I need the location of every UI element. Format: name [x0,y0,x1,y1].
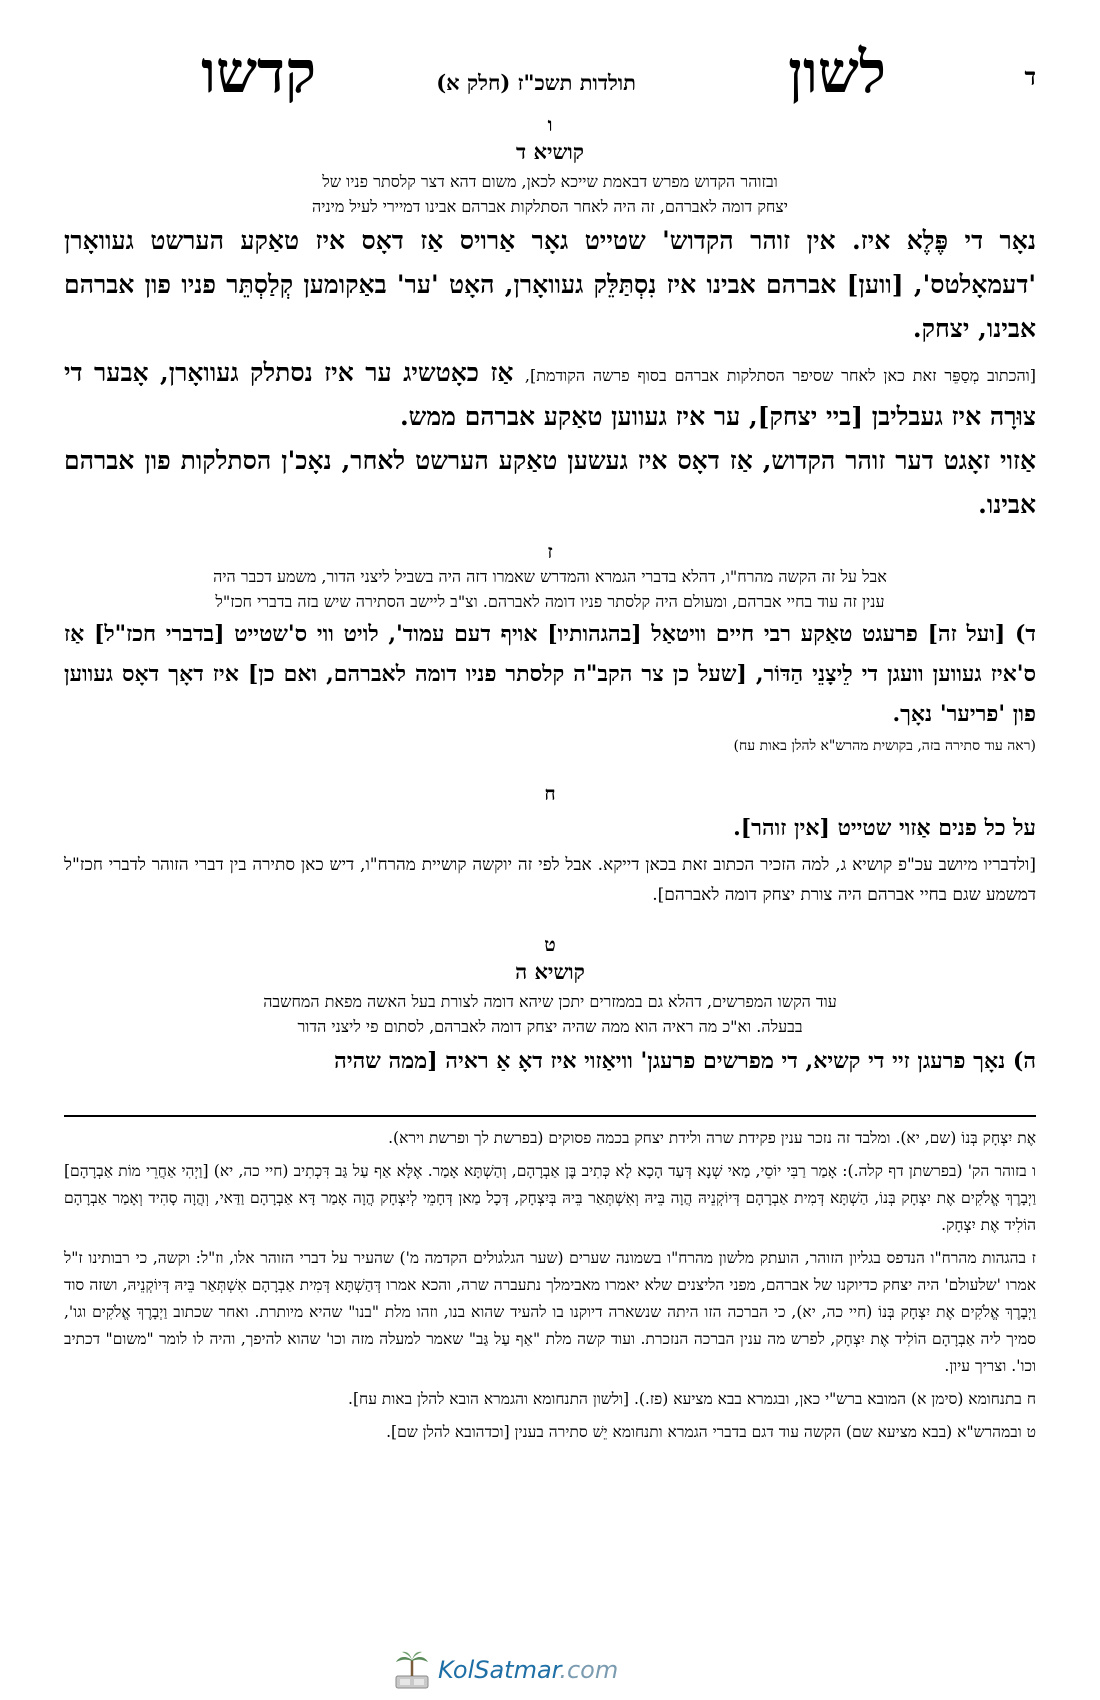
section-mark: ח [544,783,556,805]
body-paragraph: ד) [ועל זה] פרעגט טאַקע רבי חיים וויטאַל [בהגהותיו] אויף דעם עמוד', לויט ווי ס'שטייט [בדברי חכז"ל] אַז ס'איז געווען וועגן די לֵיצָנֵי הַדּוֹר, [שעל כן צר הקב"ה קלסתר פניו דומה לאברהם, ואם כן] איז דאָך דאָס געווען פון 'פריער' נאָך. [64,621,1036,727]
bracket-note: [ולדבריו מיושב עכ"פ קושיא ג, למה הזכיר הכתוב זאת בכאן דייקא. אבל לפי זה יוקשה קושיית מהרח"ו, דיש כאן סתירה בין דברי הזוהר לדברי חכז"ל דמשמע שגם בחיי אברהם היה צורת יצחק דומה לאברהם]. [64,855,1036,905]
see-also-note: (ראה עוד סתירה בזה, בקושית מהרש"א להלן באות עח) [733,738,1036,754]
section-intro-line: ובזוהר הקדוש מפרש דבאמת שייכא לכאן, משום דהא דצר קלסתר פניו של [322,172,778,191]
section-intro-line: עוד הקשו המפרשים, דהלא גם בממזרים יתכן שיהא דומה לצורת בעל האשה מפאת המחשבה [263,992,837,1011]
section-intro-line: יצחק דומה לאברהם, זה היה לאחר הסתלקות אברהם אבינו דמיירי לעיל מיניה [312,197,788,216]
header-title-word-1: לשון [788,38,886,106]
page-header [64,20,1036,110]
section-mark: ז [547,541,553,563]
section-heading: קושיא ד [516,139,584,164]
body-paragraph: על כל פנים אַזוי שטייט [אין זוהר]. [733,815,1036,841]
watermark-text: KolSatmar.com [438,1656,619,1684]
section-intro-line: ענין זה עוד בחיי אברהם, ומעולם היה קלסתר פניו דומה לאברהם. וצ"ב ליישב הסתירה שיש בזה בדברי חכז"ל [215,592,885,611]
section-vav [64,114,1036,527]
palm-tree-icon [390,1650,434,1690]
body-paragraph [64,351,1036,439]
header-subtitle: תולדות תשכ"ז (חלק א) [436,70,636,95]
inline-note: [והכתוב מְסַפֵּר זאת כאן לאחר שסיפר הסתלקות אברהם בסוף פרשה הקודמת], [524,366,1036,385]
footnote-divider [64,1115,1036,1117]
section-intro-line: בבעלה. וא"כ מה ראיה הוא ממה שהיה יצחק דומה לאברהם, לסתום פי ליצני הדור [297,1017,803,1036]
footnote: ז בהגהות מהרח"ו הנדפס בגליון הזוהר, הועתק מלשון מהרח"ו בשמונה שערים (שער הגלגולים הקדמה מ') שהעיר על דברי הזוהר אלו, וז"ל: וקשה, כי רבותינו ז"ל אמרו 'שלעולם' היה יצחק כדיוקנו של אברהם, מפני הליצנים שלא יאמרו מאבימלך נתעברה שרה, והכא אמרו דְּהַשְׁתָּא דְּמִית אַבְרָהָם אִשְׁתְּאַר בֵּיהּ דְּיוֹקְנֵיהּ, ושזה סוד וַיְבָרֶךְ אֱלֹקִים אֶת יִצְחָק בְּנוֹ (חיי כה, יא), כי הברכה הזו היתה שנשארה דיוקנו בו להעיד שהוא בנו, וזהו מלת "בנו" שהיא מיותרת. ואחר שכתוב וַיְבָרֶךְ אֱלֹקִים וגו', סמיך ליה אַבְרָהָם הוֹלִיד אֶת יִצְחָק, לפרש מה ענין הברכה הנזכרת. ועוד קשה מלת "אַף עַל גַּב" שאמר למעלה מזה וכו' שהוא להיפך, והיה לו לומר "משום" דכתיב וכו'. וצריך עיון. [64,1249,1036,1375]
section-tet [64,934,1036,1083]
section-mark: ו [547,114,553,136]
section-heading: קושיא ה [515,959,585,984]
section-chet [64,783,1036,910]
body-text: אַז כאָטשיג ער איז נסתלק געוואָרן, אָבער די צוּרָה איז געבליבן [ביי יצחק], ער איז געווען טאַקע אברהם ממש. [64,358,1036,431]
footnote: ט ובמהרש"א (בבא מציעא שם) הקשה עוד דגם בדברי הגמרא ותנחומא יֵשׁ סתירה בענין [וכדהובא להלן שם]. [386,1423,1036,1441]
footnote: ח בתנחומא (סימן א) המובא ברש"י כאן, ובגמרא בבא מציעא (פז.). [ולשון התנחומא והגמרא הובא להלן באות עח]. [348,1390,1036,1408]
body-paragraph: אַזוי זאָגט דער זוהר הקדוש, אַז דאָס איז געשען טאַקע הערשט לאחר, נאָכ'ן הסתלקות פון אברהם אבינו. [64,446,1036,519]
page-number: ד [1024,62,1036,91]
footnotes [64,1125,1036,1452]
document-page [64,20,1036,1680]
body-paragraph: ה) נאָך פרעגן זיי די קשיא, די מפרשים פרעגן' וויאַזוי איז דאָ אַ ראיה [ממה שהיה [334,1048,1036,1074]
watermark-logo [390,1648,710,1692]
section-intro-line: אבל על זה הקשה מהרח"ו, דהלא בדברי הגמרא והמדרש שאמרו דזה היה בשביל ליצני הדור, משמע דכבר היה [213,567,887,586]
section-zayin [64,541,1036,759]
footnote: אֶת יִצְחָק בְּנוֹ (שם, יא). ומלבד זה נזכר ענין פקידת שרה ולידת יצחק בכמה פסוקים (בפרשת לך ופרשת וירא). [388,1129,1036,1147]
body-paragraph: נאָר די פֶּלֶא איז. אין זוהר הקדוש' שטייט גאָר אַרויס אַז דאָס איז טאַקע הערשט געוואָרן 'דעמאָלטס', [ווען] אברהם אבינו איז נִסְתַּלֵּק געוואָרן, האָט 'ער' באַקומען קְלַסְתֵּר פניו פון אברהם אבינו, יצחק. [64,226,1036,343]
header-title-word-2: קדשו [201,38,316,106]
footnote: ו בזוהר הק' (בפרשתן דף קלה.): אָמַר רַבִּי יוֹסֵי, מַאי שְׁנָא דְּעַד הָכָא לָא כְּתִיב בֶּן אַבְרָהָם, וְהַשְׁתָּא אָמַר. אֶלָּא אַף עַל גַּב דִּכְתִיב (חיי כה, יא) [וַיְהִי אַחֲרֵי מוֹת אַבְרָהָם] וַיְבָרֶךְ אֱלֹקִים אֶת יִצְחָק בְּנוֹ, הַשְׁתָּא דְּמִית אַבְרָהָם דְּיוֹקְנֵיהּ הֲוָה בֵּיהּ וְאִשְׁתְּאַר בֵּיהּ בְּיִצְחָק, דְּכָל מַאן דְּחָמֵי לְיִצְחָק הֲוָה אָמַר דָּא אַבְרָהָם וַדַּאי, וְהֲוָה סָהִיד וְאָמַר אַבְרָהָם הוֹלִיד אֶת יִצְחָק. [64,1162,1036,1234]
section-mark: ט [544,934,556,956]
